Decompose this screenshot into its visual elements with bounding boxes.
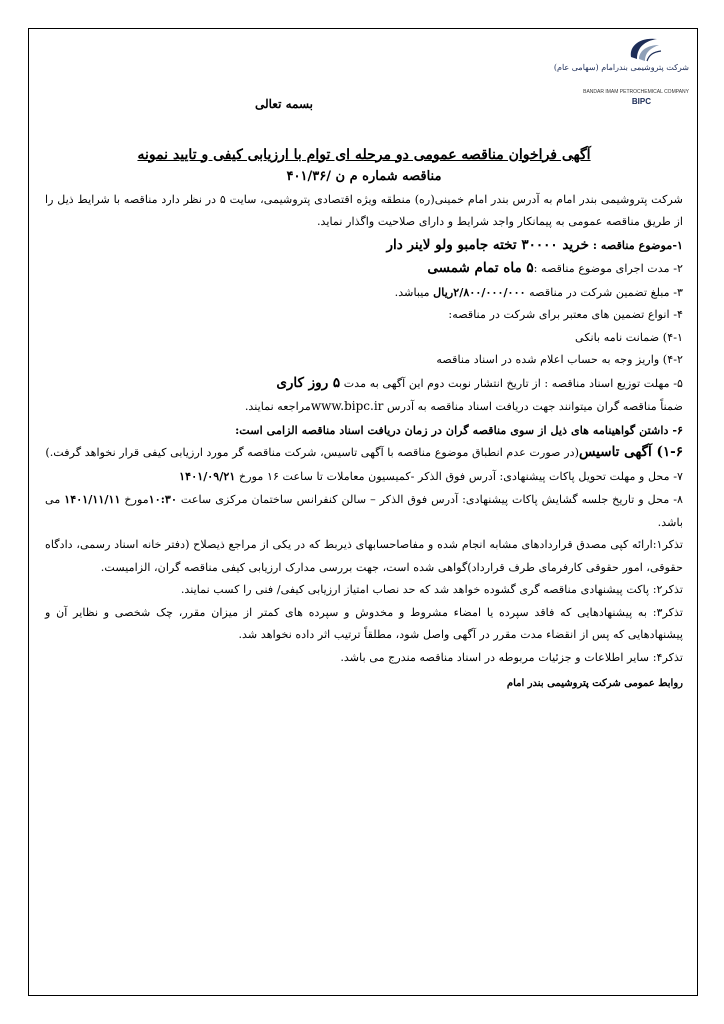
- bismillah: بسمه تعالی: [254, 97, 314, 111]
- item-3-value: ۲/۸۰۰/۰۰۰/۰۰۰ریال: [433, 284, 526, 299]
- item-4-1: ۴-۱) ضمانت نامه بانکی: [575, 330, 683, 344]
- note-3: تذکر۳: به پیشنهادهایی که فاقد سپرده یا امضاء مشروط و مخدوش و سپرده های کمتر از میزان مقرر، چک شخصی و نظایر آن و پیشنهادهایی که پس از انقضاء مدت مقرر در آگهی واصل شود، مطلقاً ترتیب اثر داده نخواهد شد.: [45, 605, 683, 641]
- logo-swoosh-icon: [627, 35, 663, 65]
- item-2: ۲- مدت اجرای موضوع مناقصه :۵ ماه تمام شمسی: [427, 260, 683, 276]
- item-8-time: ۱۰:۳۰: [148, 492, 177, 506]
- logo-company-fa: شرکت پتروشیمی بندرامام (سهامی عام): [553, 63, 689, 72]
- document-frame: [28, 28, 698, 996]
- item-6-1: ۱-۶) آگهی تاسیس(در صورت عدم انطباق موضوع مناقصه با آگهی تاسیس، شرکت مناقصه گر مورد ارزیابی کیفی قرار نخواهد گرفت.): [45, 444, 683, 460]
- item-4: ۴- انواع تضمین های معتبر برای شرکت در مناقصه:: [448, 308, 683, 321]
- note-1: تذکر۱:ارائه کپی مصدق قراردادهای مشابه انجام شده و مفاصاحسابهای ذیربط که در یکی از مراجع ذیصلاح (دفتر خانه اسناد رسمی، دادگاه حقوقی، امور حقوقی کارفرمای طرف قرارداد)گواهی شده است، جهت بررسی مدارک ارزیابی کیفی مناقصه گران، الزامیست.: [45, 538, 683, 574]
- item-8-date: ۱۴۰۱/۱۱/۱۱: [64, 492, 121, 506]
- item-6: ۶- داشتن گواهینامه های ذیل از سوی مناقصه گران در زمان دریافت اسناد مناقصه الزامی است:: [235, 422, 683, 437]
- note-4: تذکر۴: سایر اطلاعات و جزئیات مربوطه در اسناد مناقصه مندرج می باشد.: [340, 650, 683, 664]
- notice-body: [45, 93, 683, 696]
- item-3: ۳- مبلغ تضمین شرکت در مناقصه ۲/۸۰۰/۰۰۰/۰۰۰ریال میباشد.: [394, 284, 683, 299]
- item-8: ۸- محل و تاریخ جلسه گشایش پاکات پیشنهادی: آدرس فوق الذکر – سالن کنفرانس ساختمان مرکزی ساعت ۱۰:۳۰مورخ ۱۴۰۱/۱۱/۱۱ می باشد.: [45, 492, 684, 529]
- item-1-value: خرید ۳۰۰۰۰ تخته جامبو ولو لاینر دار: [386, 236, 589, 253]
- item-7-date: ۱۴۰۱/۰۹/۲۱: [179, 468, 236, 483]
- logo-abbr: BIPC: [631, 97, 651, 106]
- notice-title: آگهی فراخوان مناقصه عمومی دو مرحله ای توام با ارزیابی کیفی و تایید نمونه: [137, 146, 591, 163]
- item-5-note: ضمناً مناقصه گران میتوانند جهت دریافت اسناد مناقصه به آدرس www.bipc.irمراجعه نمایند.: [244, 399, 683, 413]
- website-link[interactable]: www.bipc.ir: [310, 399, 384, 413]
- tender-number: مناقصه شماره م ن /۴۰۱/۳۶: [286, 169, 442, 184]
- item-1: ۱-موضوع مناقصه : خرید ۳۰۰۰۰ تخته جامبو ولو لاینر دار: [386, 236, 683, 253]
- item-2-value: ۵ ماه تمام شمسی: [427, 260, 534, 276]
- item-4-2: ۴-۲) واریز وجه به حساب اعلام شده در اسناد مناقصه: [436, 353, 683, 366]
- intro-paragraph: شرکت پتروشیمی بندر امام به آدرس بندر امام خمینی(ره) منطقه ویژه اقتصادی پتروشیمی، سایت ۵ در نظر دارد مناقصه با شرایط ذیل را از طریق مناقصه عمومی به پیمانکار واجد شرایط و دارای صلاحیت واگذار نماید.: [45, 192, 683, 228]
- item-5: ۵- مهلت توزیع اسناد مناقصه : از تاریخ انتشار نوبت دوم این آگهی به مدت ۵ روز کاری: [276, 374, 683, 391]
- logo-company-en: BANDAR IMAM PETROCHEMICAL COMPANY: [583, 89, 689, 95]
- signature: روابط عمومی شرکت پتروشیمی بندر امام: [506, 678, 683, 689]
- item-5-value: ۵ روز کاری: [276, 374, 341, 391]
- item-7: ۷- محل و مهلت تحویل پاکات پیشنهادی: آدرس فوق الذکر -کمیسیون معاملات تا ساعت ۱۶ مورخ ۱۴۰۱/۰۹/۲۱: [179, 468, 683, 483]
- note-2: تذکر۲: پاکت پیشنهادی مناقصه گری گشوده خواهد شد که حد نصاب امتیاز ارزیابی کیفی/ فنی را کسب نمایند.: [180, 583, 683, 596]
